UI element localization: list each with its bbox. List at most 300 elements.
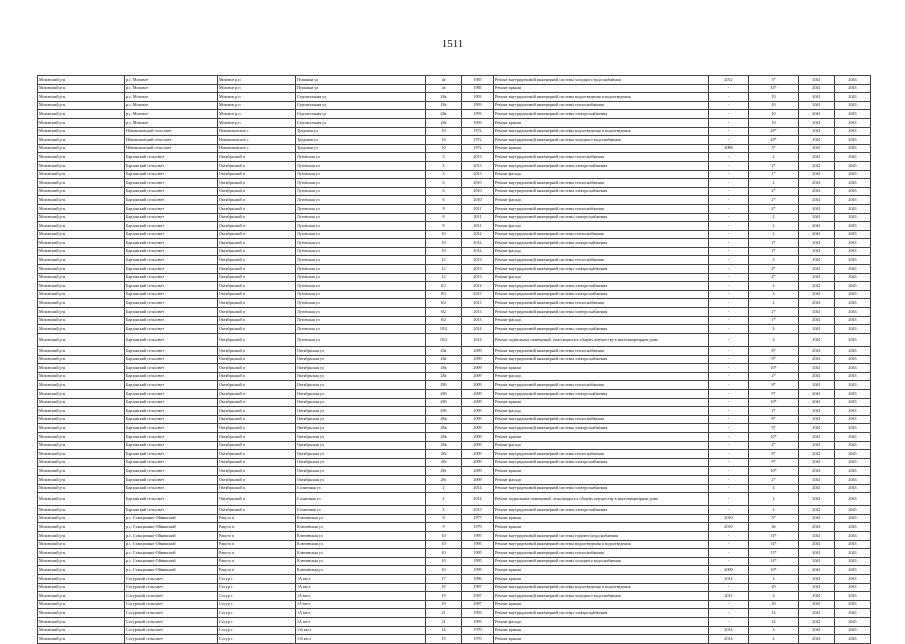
table-cell: 2009 [462,389,494,398]
table-cell: р.с. Моховое [125,84,218,93]
table-cell: 1985 [462,76,494,85]
table-cell: - [709,458,749,467]
table-cell: Октябрьский п [218,458,296,467]
table-cell: Луговская ул [296,333,426,346]
table-cell: - [709,299,749,308]
table-cell: Ремонт внутридомовой инженерной системы теплоснабжения [494,381,709,390]
table-row [38,222,871,231]
table-cell: Октябрьский п [218,273,296,282]
table-cell: 2013 [462,256,494,265]
table-cell: Ремонт внутридомовой инженерной системы холодного водоснабжения [494,76,709,85]
table-cell: Луговская ул [296,239,426,248]
table-row [38,364,871,373]
table-cell: 2043 [835,506,871,515]
table-cell: Октябрьская ул [296,407,426,416]
table-cell: 1993 [462,609,494,618]
table-row [38,523,871,532]
table-cell: 2043 [835,170,871,179]
table-cell: 1986 [462,575,494,584]
table-cell: Ремонт крыши [494,118,709,127]
table-cell: 2043 [835,282,871,291]
table-cell: Ремонт внутридомовой инженерной системы электроснабжения [494,213,709,222]
table-cell: Моховский р-н [38,364,125,373]
table-cell: 19 [426,583,462,592]
table-cell: Ремонт внутридомовой инженерной системы водоотведения и водоотведения [494,127,709,136]
table-cell: Луговская ул [296,265,426,274]
table-cell: Ремонт внутридомовой инженерной системы теплоснабжения [494,347,709,356]
table-cell: 2043 [835,161,871,170]
table-cell: Октябрьский п [218,347,296,356]
table-cell: 2041 [799,213,835,222]
table-cell: Моховский р-н [38,566,125,575]
table-row [38,557,871,566]
table-cell: Ракута п [218,514,296,523]
table-cell: 2012 [462,247,494,256]
table-cell: Октябрьский п [218,265,296,274]
table-cell: 2015 [462,290,494,299]
table-cell: Ключевская ул [296,540,426,549]
table-cell: 2* [749,161,799,170]
table-cell: Октябрьский п [218,308,296,317]
table-cell: Ремонт крыши [494,432,709,441]
table-cell: Моховский р-н [38,506,125,515]
table-cell: Барзанский сельсовет [125,441,218,450]
table-cell: 2041 [799,196,835,205]
table-cell: - [709,484,749,493]
table-cell: Ракута п [218,532,296,541]
table-cell: 1А кв-л [296,575,426,584]
table-cell: 2013 [462,299,494,308]
table-cell: 1993 [462,118,494,127]
table-cell: 10 [426,127,462,136]
table-cell: Октябрьский п [218,213,296,222]
table-cell: 4 [749,484,799,493]
table-cell: 28в [426,424,462,433]
table-cell: 2* [749,265,799,274]
table-cell: - [709,450,749,459]
table-cell: 10* [749,364,799,373]
table-row [38,506,871,515]
table-cell: Моховский р-н [38,600,125,609]
table-cell: Барзанский сельсовет [125,179,218,188]
table-cell: 2013 [462,170,494,179]
table-cell: 12 [426,256,462,265]
table-cell: 2041 [799,93,835,102]
table-cell: 2041 [799,583,835,592]
table-cell: - [709,290,749,299]
table-cell: Ремонт внутридомовой инженерной системы теплоснабжения [494,450,709,459]
table-cell: 2041 [799,372,835,381]
table-cell: 19 [426,600,462,609]
table-cell: 2* [749,308,799,317]
table-cell: - [709,101,749,110]
table-cell: 33* [749,84,799,93]
table-cell: 2043 [835,110,871,119]
table-cell: 46 [749,523,799,532]
table-cell: 2043 [835,256,871,265]
table-cell: 1993 [462,110,494,119]
table-cell: Барзанский сельсовет [125,415,218,424]
table-cell: Сосурский сельсовет [125,626,218,635]
table-row [38,566,871,575]
table-cell: Барзанский сельсовет [125,161,218,170]
table-cell: 2043 [835,101,871,110]
table-cell: Моховский р-н [38,196,125,205]
table-cell: 2041 [799,432,835,441]
table-cell: 2012 [462,230,494,239]
table-cell: 1995 [462,549,494,558]
table-cell: 5* [749,144,799,153]
table-row [38,179,871,188]
table-cell: Барзанский сельсовет [125,282,218,291]
table-cell: Луговская ул [296,204,426,213]
table-cell: 2041 [799,540,835,549]
table-cell: Октябрьская ул [296,424,426,433]
table-cell: 2043 [835,458,871,467]
table-cell: Сосурский сельсовет [125,592,218,601]
table-cell: 2 [749,299,799,308]
table-row [38,204,871,213]
table-cell: Ракута п [218,566,296,575]
table-cell: 12 [749,618,799,627]
table-row [38,389,871,398]
table-cell: Солнечная ул [296,506,426,515]
table-cell: 2041 [799,247,835,256]
table-cell: 2043 [835,239,871,248]
table-cell: - [709,213,749,222]
table-cell: Барзанский сельсовет [125,432,218,441]
table-cell: Октябрьский п [218,424,296,433]
table-cell: 2009 [709,566,749,575]
table-cell: р.с. Моховое [125,110,218,119]
table-cell: Моховский р-н [38,347,125,356]
table-cell: 6/2 [426,299,462,308]
table-cell: 4 [426,506,462,515]
table-cell: - [709,222,749,231]
table-row [38,626,871,635]
table-cell: Ремонт фасада [494,441,709,450]
table-cell: - [709,282,749,291]
table-cell: 10 [426,557,462,566]
table-cell: 2015 [462,506,494,515]
table-cell: 10 [426,230,462,239]
table-row [38,484,871,493]
table-cell: 28* [749,136,799,145]
table-cell: 1972 [462,144,494,153]
table-row [38,609,871,618]
table-cell: 10 [426,532,462,541]
table-cell: Новомоховский сельсовет [125,127,218,136]
table-cell: 2010 [462,187,494,196]
table-row [38,110,871,119]
table-cell: Сосурский сельсовет [125,618,218,627]
table-cell: 2043 [835,592,871,601]
table-cell: 2041 [799,84,835,93]
table-cell: 2041 [799,76,835,85]
table-cell: 2 [749,222,799,231]
table-cell: 2043 [835,316,871,325]
table-row [38,256,871,265]
table-cell: 2043 [835,532,871,541]
table-cell: 10/2 [426,325,462,334]
table-cell: 1987 [462,592,494,601]
table-cell: Сосур с [218,618,296,627]
table-cell: 2041 [799,467,835,476]
table-cell: 2041 [799,600,835,609]
table-cell: - [709,161,749,170]
table-cell: 2041 [799,484,835,493]
table-cell: Моховский р-н [38,101,125,110]
table-cell: Ключевская ул [296,532,426,541]
table-cell: Ремонт внутридомовой инженерной системы теплоснабжения [494,204,709,213]
table-row [38,170,871,179]
table-cell: 2014 [709,575,749,584]
table-cell: 28а [426,110,462,119]
table-cell: 2041 [799,308,835,317]
table-cell: Моховое р.п [218,76,296,85]
table-cell: 4 [426,153,462,162]
table-cell: Моховский р-н [38,424,125,433]
table-row [38,265,871,274]
table-row [38,398,871,407]
table-cell: Трудовая ул [296,136,426,145]
table-cell: - [709,204,749,213]
table-cell: 2043 [835,618,871,627]
table-cell: 1993 [462,618,494,627]
table-cell: Октябрьский п [218,372,296,381]
table-cell: Барзанский сельсовет [125,256,218,265]
table-cell: Луговская ул [296,213,426,222]
table-cell: 21 [426,618,462,627]
table-cell: 2011 [462,222,494,231]
table-cell: Моховский р-н [38,532,125,541]
table-cell: 3* [749,76,799,85]
table-row [38,540,871,549]
table-cell: 4 [749,325,799,334]
table-cell: 2043 [835,475,871,484]
table-cell: 2013 [462,265,494,274]
table-cell: - [709,557,749,566]
table-cell: Моховский р-н [38,523,125,532]
table-cell: Ремонт подвальных помещений, относящихся к общему имуществу в многоквартирном доме [494,493,709,506]
table-cell: 2041 [799,635,835,644]
table-row [38,230,871,239]
table-cell: Барзанский сельсовет [125,213,218,222]
table-cell: 2041 [799,381,835,390]
table-cell: 10* [749,566,799,575]
table-cell: 2041 [799,161,835,170]
table-cell: Ремонт фасада [494,170,709,179]
table-cell: - [709,93,749,102]
table-row [38,213,871,222]
table-cell: - [709,347,749,356]
table-cell: 2041 [799,424,835,433]
table-cell: Барзанский сельсовет [125,170,218,179]
table-cell: Барзанский сельсовет [125,325,218,334]
table-cell: Ремонт внутридомовой инженерной системы холодного водоснабжения [494,592,709,601]
table-cell: Ремонт внутридомовой инженерной системы теплоснабжения [494,179,709,188]
table-cell: Строительная ул [296,101,426,110]
table-cell: 28а [426,355,462,364]
table-cell: 2041 [799,153,835,162]
table-cell: Луговская ул [296,273,426,282]
table-cell: - [709,230,749,239]
table-cell: Барзанский сельсовет [125,308,218,317]
table-cell: 2043 [835,467,871,476]
table-cell: Моховский р-н [38,256,125,265]
table-cell: 1987 [462,583,494,592]
table-cell: 2041 [799,325,835,334]
table-cell: 2043 [835,308,871,317]
table-row [38,196,871,205]
table-row [38,118,871,127]
table-row [38,273,871,282]
table-cell: 2 [749,230,799,239]
table-cell: 4 [749,282,799,291]
table-cell: Октябрьская ул [296,415,426,424]
table-cell: Луговская ул [296,247,426,256]
table-cell: 1993 [462,101,494,110]
table-cell: 2043 [835,372,871,381]
table-cell: 2009 [462,364,494,373]
table-cell: 2009 [462,475,494,484]
table-cell: - [709,398,749,407]
table-cell: 4а [426,76,462,85]
table-cell: Моховский р-н [38,355,125,364]
table-cell: - [709,110,749,119]
table-row [38,467,871,476]
table-cell: р.с. Станционно-Ойнинский [125,566,218,575]
table-cell: 2009 [462,415,494,424]
table-row [38,600,871,609]
table-cell: 28а [426,364,462,373]
table-cell: Моховский р-н [38,230,125,239]
table-row [38,549,871,558]
table-cell: 2009 [462,398,494,407]
table-cell: р.с. Станционно-Ойнинский [125,549,218,558]
table-cell: 2041 [799,441,835,450]
table-cell: Ремонт крыши [494,626,709,635]
table-row [38,144,871,153]
table-cell: 1995 [462,557,494,566]
table-cell: Луговская ул [296,256,426,265]
table-cell: 2041 [799,458,835,467]
table-cell: 2041 [799,450,835,459]
table-cell: Новомоховское с [218,144,296,153]
table-cell: Моховский р-н [38,549,125,558]
table-cell: 10* [749,398,799,407]
table-cell: 1-й кв-л [296,635,426,644]
table-cell: Ремонт внутридомовой инженерной системы электроснабжения [494,355,709,364]
table-cell: Моховский р-н [38,381,125,390]
table-cell: 14* [749,540,799,549]
table-row [38,514,871,523]
table-cell: Сосурский сельсовет [125,575,218,584]
table-cell: Луговская ул [296,153,426,162]
table-cell: 2043 [835,424,871,433]
table-cell: 1995 [462,532,494,541]
table-cell: 2013 [462,316,494,325]
table-cell: Моховский р-н [38,325,125,334]
table-cell: Барзанский сельсовет [125,458,218,467]
table-cell: Октябрьская ул [296,398,426,407]
table-cell: Моховский р-н [38,626,125,635]
table-cell: 2014 [462,333,494,346]
table-row [38,618,871,627]
table-cell: 6/2 [426,308,462,317]
table-cell: Октябрьский п [218,506,296,515]
table-cell: 2010 [462,196,494,205]
table-cell: Барзанский сельсовет [125,450,218,459]
table-cell: Моховский р-н [38,290,125,299]
table-cell: Октябрьский п [218,381,296,390]
table-cell: 1985 [462,84,494,93]
table-cell: 2041 [799,273,835,282]
table-cell: 2043 [835,450,871,459]
table-cell: 2043 [835,540,871,549]
table-cell: 2041 [799,222,835,231]
table-cell: 10/2 [426,333,462,346]
table-row [38,493,871,506]
table-cell: 10 [749,110,799,119]
table-cell: 2041 [799,256,835,265]
table-cell: 2041 [799,347,835,356]
table-row [38,93,871,102]
table-cell: Ремонт внутридомовой инженерной системы теплоснабжения [494,256,709,265]
table-cell: Моховский р-н [38,265,125,274]
table-cell: - [709,265,749,274]
table-cell: 2041 [799,506,835,515]
table-cell: Моховое р.п [218,118,296,127]
table-cell: Сосур с [218,600,296,609]
table-cell: 2041 [799,118,835,127]
table-cell: Октябрьский п [218,161,296,170]
table-cell: 10 [426,566,462,575]
table-cell: 2041 [799,110,835,119]
table-cell: Ремонт внутридомовой инженерной системы электроснабжения [494,161,709,170]
table-cell: 6/1 [426,282,462,291]
table-cell: 8 [426,204,462,213]
table-cell: 2* [749,372,799,381]
table-cell: 9 [426,523,462,532]
table-cell: 2013 [462,308,494,317]
table-cell: 1* [749,170,799,179]
table-cell: 2043 [835,549,871,558]
table-cell: 2043 [835,265,871,274]
table-cell: Октябрьская ул [296,347,426,356]
table-cell: 2043 [835,347,871,356]
table-cell: Ремонт крыши [494,144,709,153]
table-cell: 2009 [462,432,494,441]
table-cell: 2009 [462,347,494,356]
table-cell: Барзанский сельсовет [125,222,218,231]
table-cell: 6/2 [426,316,462,325]
table-cell: 2* [749,273,799,282]
table-cell: 2041 [799,136,835,145]
table-cell: р.с. Станционно-Ойнинский [125,523,218,532]
table-cell: Ремонт фасада [494,196,709,205]
table-cell: 2043 [835,179,871,188]
table-row [38,161,871,170]
table-cell: Моховский р-н [38,273,125,282]
table-cell: Луговская ул [296,170,426,179]
table-cell: Ремонт внутридомовой инженерной системы электроснабжения [494,484,709,493]
table-cell: Моховский р-н [38,282,125,291]
table-cell: 2 [749,213,799,222]
table-cell: 1А кв-л [296,609,426,618]
table-cell: Барзанский сельсовет [125,506,218,515]
table-row [38,136,871,145]
